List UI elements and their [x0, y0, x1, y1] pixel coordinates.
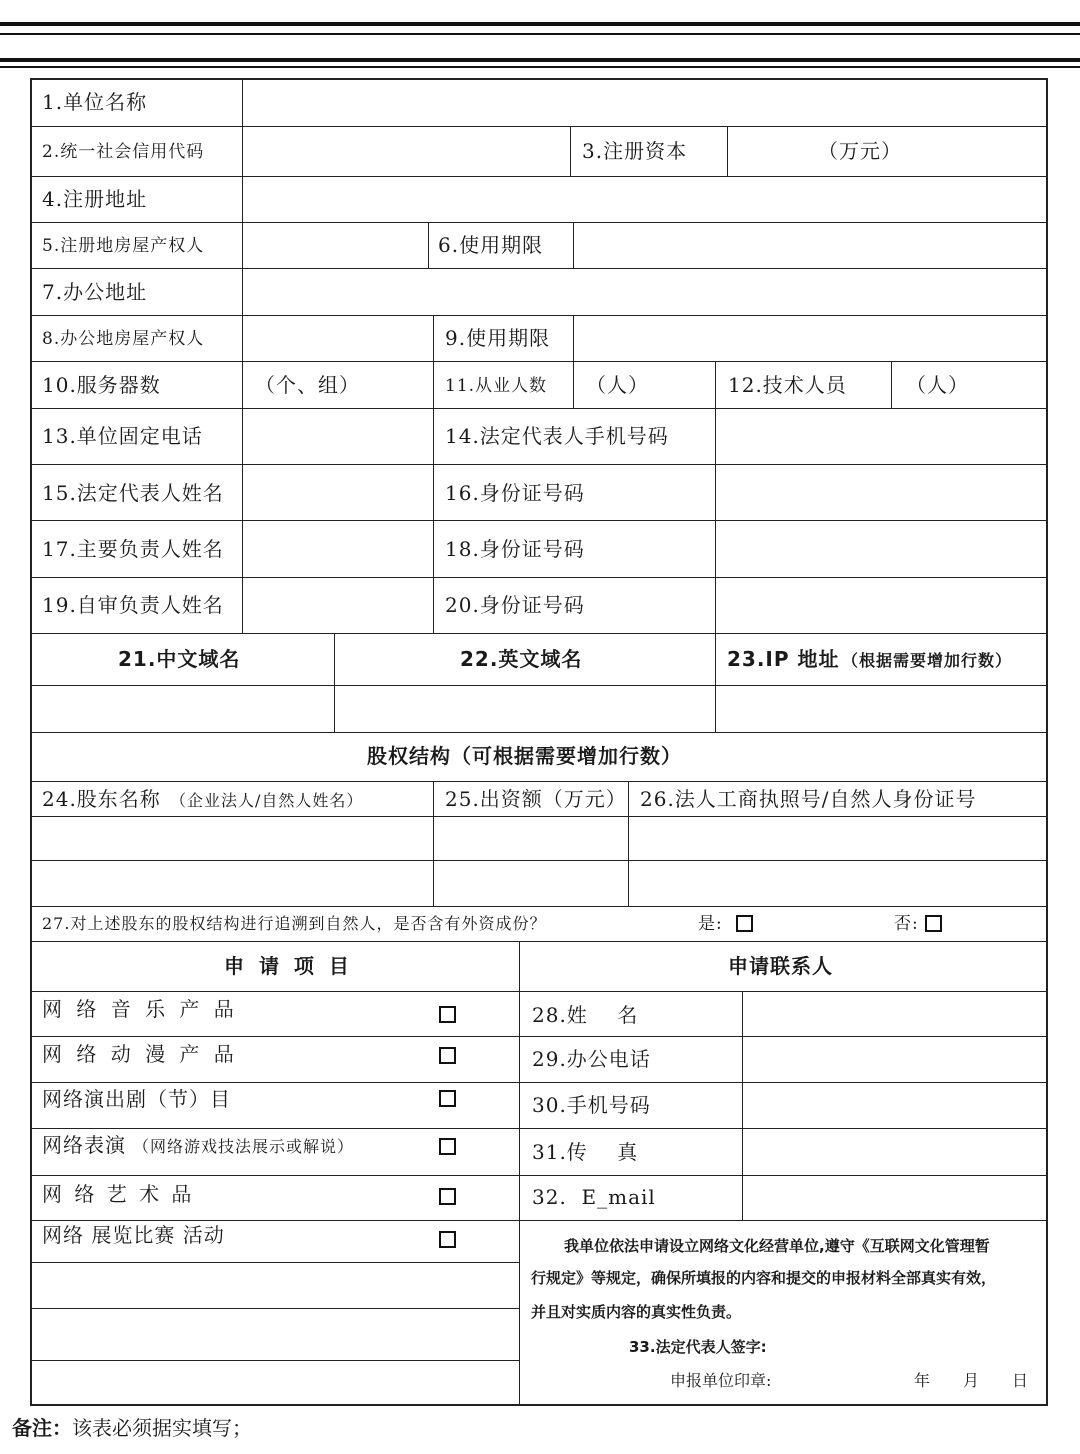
row-divider	[30, 816, 1048, 817]
row-divider	[30, 176, 1048, 177]
row-divider	[30, 464, 1048, 465]
field-label-id-number: 20.身份证号码	[445, 593, 585, 617]
col-divider	[891, 361, 892, 408]
col-divider	[573, 222, 574, 268]
checkbox-yes[interactable]	[736, 915, 753, 932]
col-divider	[570, 126, 571, 176]
declaration-line: 我单位依法申请设立网络文化经营单位,遵守《互联网文化管理暂	[564, 1237, 990, 1255]
field-label-shareholder: 24.股东名称	[42, 787, 161, 811]
heading-chinese-domain: 21.中文域名	[118, 647, 241, 671]
checkbox-live-performance[interactable]	[439, 1138, 456, 1155]
field-label-fax: 31.传 真	[532, 1140, 639, 1164]
field-label-registered-address: 4.注册地址	[42, 187, 148, 211]
field-label-legal-rep-mobile: 14.法定代表人手机号码	[445, 424, 669, 448]
heading-ip-address: 23.IP 地址	[727, 647, 840, 671]
declaration-line: 行规定》等规定，确保所填报的内容和提交的申报材料全部真实有效，	[531, 1269, 997, 1287]
field-label-email: 32. E_mail	[532, 1185, 656, 1209]
footer-note-lead: 备注：	[12, 1416, 72, 1440]
checkbox-animation[interactable]	[439, 1047, 456, 1064]
row-divider	[30, 1220, 1048, 1221]
field-label-unit-name: 1.单位名称	[42, 90, 148, 114]
row-divider	[30, 1175, 1048, 1176]
row-divider	[30, 126, 1048, 127]
checkbox-performance-program[interactable]	[439, 1090, 456, 1107]
field-label-id-number: 16.身份证号码	[445, 481, 585, 505]
row-divider	[30, 860, 1048, 861]
row-divider	[30, 991, 1048, 992]
heading-contact: 申请联系人	[728, 954, 833, 978]
apply-item-music: 网 络 音 乐 产 品	[42, 997, 238, 1021]
field-label-legal-rep-signature: 33.法定代表人签字:	[629, 1338, 767, 1356]
row-divider	[30, 361, 1048, 362]
row-divider	[30, 1360, 520, 1361]
field-label-id-number: 18.身份证号码	[445, 537, 585, 561]
footer-note-text: 该表必须据实填写；	[72, 1416, 252, 1440]
field-label-registered-owner: 5.注册地房屋产权人	[42, 236, 205, 256]
heading-apply-items: 申 请 项 目	[224, 954, 353, 978]
col-divider	[715, 361, 716, 732]
row-divider	[30, 1262, 520, 1263]
note-ip-rows: （根据需要增加行数）	[842, 651, 1013, 670]
col-divider	[742, 991, 743, 1220]
row-divider	[30, 1308, 520, 1309]
top-rule	[0, 66, 1080, 68]
row-divider	[30, 268, 1048, 269]
question-foreign-capital: 27.对上述股东的股权结构进行追溯到自然人，是否含有外资成份？	[42, 914, 547, 933]
row-divider	[30, 685, 1048, 686]
row-divider	[30, 315, 1048, 316]
apply-item-performance-program: 网络演出剧（节）目	[42, 1087, 231, 1111]
field-label-term: 6.使用期限	[438, 233, 544, 257]
field-label-mobile: 30.手机号码	[532, 1093, 651, 1117]
field-label-contact-name: 28.姓 名	[532, 1003, 639, 1027]
field-label-employees: 11.从业人数	[445, 376, 548, 396]
field-label-office-address: 7.办公地址	[42, 280, 148, 304]
checkbox-exhibition[interactable]	[439, 1231, 456, 1248]
field-label-legal-rep-name: 15.法定代表人姓名	[42, 481, 224, 505]
note-live-performance: （网络游戏技法展示或解说）	[133, 1137, 355, 1156]
col-divider	[433, 781, 434, 906]
col-divider	[334, 633, 335, 732]
row-divider	[30, 1082, 1048, 1083]
date-day-label: 日	[1012, 1371, 1030, 1390]
col-divider	[242, 78, 243, 633]
checkbox-music[interactable]	[439, 1006, 456, 1023]
unit-label-capital: （万元）	[818, 139, 902, 163]
row-divider	[30, 408, 1048, 409]
col-divider	[433, 315, 434, 633]
checkbox-no[interactable]	[925, 915, 942, 932]
checkbox-artwork[interactable]	[439, 1188, 456, 1205]
col-divider	[428, 222, 429, 268]
option-yes-label: 是:	[698, 914, 723, 934]
apply-item-exhibition: 网络 展览比赛 活动	[42, 1223, 225, 1247]
option-no-label: 否:	[894, 914, 919, 934]
apply-item-animation: 网 络 动 漫 产 品	[42, 1042, 238, 1066]
row-divider	[30, 520, 1048, 521]
field-label-credit-code: 2.统一社会信用代码	[42, 142, 205, 162]
row-divider	[30, 1128, 1048, 1129]
col-divider	[519, 941, 520, 1406]
declaration-line: 并且对实质内容的真实性负责。	[531, 1303, 742, 1321]
top-rule	[0, 22, 1080, 26]
field-label-principal-name: 17.主要负责人姓名	[42, 537, 224, 561]
row-divider	[30, 633, 1048, 634]
apply-item-live-performance: 网络表演	[42, 1133, 126, 1157]
field-label-tech-staff: 12.技术人员	[728, 373, 847, 397]
col-divider	[573, 315, 574, 408]
col-divider	[727, 126, 728, 176]
field-label-seal: 申报单位印章:	[670, 1371, 772, 1390]
col-divider	[628, 781, 629, 906]
note-shareholder: （企业法人/自然人姓名）	[170, 791, 364, 810]
date-year-label: 年	[914, 1371, 932, 1390]
field-label-servers: 10.服务器数	[42, 373, 161, 397]
field-label-contribution: 25.出资额（万元）	[445, 787, 627, 811]
row-divider	[30, 906, 1048, 907]
row-divider	[30, 781, 1048, 782]
row-divider	[30, 577, 1048, 578]
heading-english-domain: 22.英文域名	[460, 647, 583, 671]
top-rule	[0, 33, 1080, 35]
field-label-registered-capital: 3.注册资本	[582, 139, 688, 163]
field-label-office-phone: 29.办公电话	[532, 1047, 651, 1071]
field-label-office-term: 9.使用期限	[445, 326, 551, 350]
field-label-license-id: 26.法人工商执照号/自然人身份证号	[640, 787, 977, 811]
apply-item-artwork: 网 络 艺 术 品	[42, 1182, 195, 1206]
footer-note	[12, 1412, 252, 1441]
top-rule	[0, 58, 1080, 62]
field-label-phone: 13.单位固定电话	[42, 424, 203, 448]
unit-label-servers: （个、组）	[255, 373, 360, 397]
row-divider	[30, 222, 1048, 223]
field-label-office-owner: 8.办公地房屋产权人	[42, 329, 205, 349]
row-divider	[30, 941, 1048, 942]
date-month-label: 月	[963, 1371, 981, 1390]
field-label-reviewer-name: 19.自审负责人姓名	[42, 593, 224, 617]
row-divider	[30, 732, 1048, 733]
unit-label-tech-staff: （人）	[906, 373, 969, 397]
row-divider	[30, 1036, 1048, 1037]
heading-equity-structure: 股权结构（可根据需要增加行数）	[367, 744, 682, 768]
unit-label-employees: （人）	[586, 373, 649, 397]
